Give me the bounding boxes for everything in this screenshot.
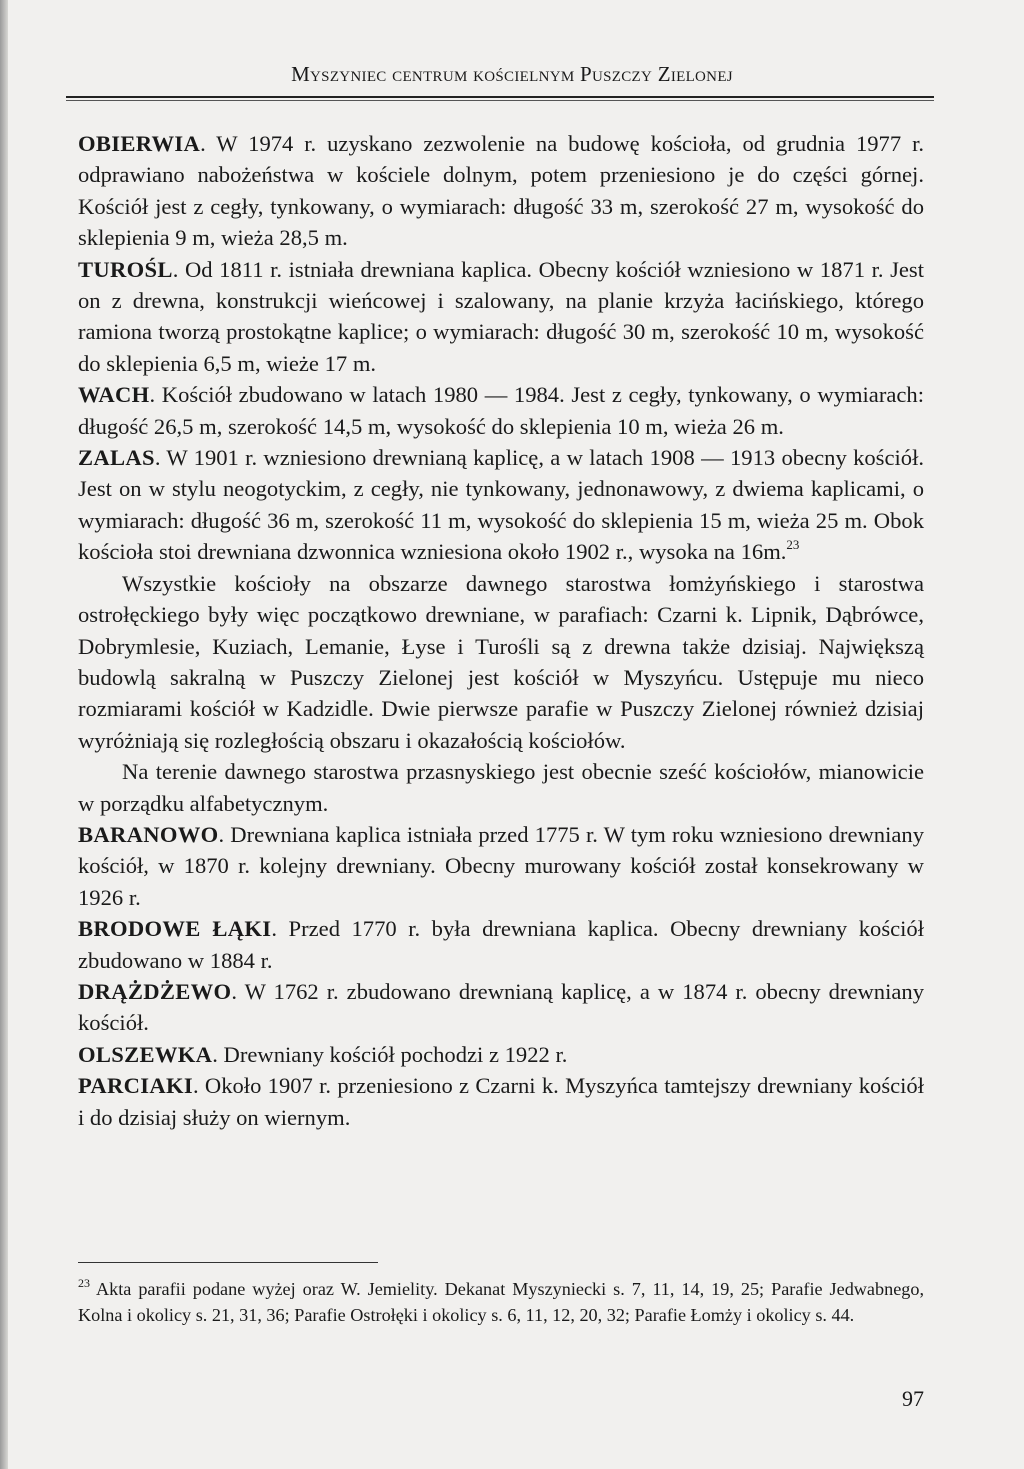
entry-paragraph: [78, 1039, 924, 1070]
footnote-separator: [78, 1262, 378, 1263]
page-edge: [0, 0, 8, 1469]
entry-heading: PARCIAKI: [78, 1073, 193, 1099]
entry-heading: WACH: [78, 382, 150, 408]
footnote-ref: 23: [786, 537, 800, 553]
footnote: [78, 1276, 924, 1328]
header-rule-thin: [66, 100, 934, 101]
footnote-text: Akta parafii podane wyżej oraz W. Jemielity. Dekanat Myszyniecki s. 7, 11, 14, 19, 25; Parafie Jedwabnego, Kolna i okolicy s. 21, 31, 36; Parafie Ostrołęki i okolicy s. 6, 11, 12, 20, 32; Parafie Łomży i okolicy s. 44.: [78, 1279, 925, 1325]
entry-heading: OBIERWIA: [78, 131, 201, 156]
entry-paragraph: [78, 1070, 924, 1133]
paragraph: [78, 568, 924, 756]
running-head: Myszyniec centrum kościelnym Puszczy Zielonej: [291, 62, 733, 86]
entry-heading: ZALAS: [78, 445, 155, 471]
entry-heading: DRĄŻDŻEWO: [78, 978, 232, 1004]
paragraph-text: . Przed 1770 r. była drewniana kaplica. Obecny drewniany kościół zbudowano w 1884 r.: [78, 916, 924, 973]
footnote-number: 23: [78, 1276, 90, 1290]
entry-paragraph: [78, 442, 924, 568]
entry-heading: BARANOWO: [78, 821, 219, 847]
paragraph-text: . W 1762 r. zbudowano drewnianą kaplicę, a w 1874 r. obecny drewniany kościół.: [78, 978, 924, 1036]
paragraph-text: . Od 1811 r. istniała drewniana kaplica. Obecny kościół wzniesiono w 1871 r. Jest on z drewna, konstrukcji wieńcowej i szalowany, na planie krzyża łacińskiego, którego ramiona tworzą prostokątne kaplice; o wymiarach: długość 30 m, szerokość 10 m, wysokość do sklepienia 6,5 m, wieże 17 m.: [78, 256, 924, 376]
paragraph-text: . Drewniany kościół pochodzi z 1922 r.: [212, 1041, 568, 1067]
entry-heading: TUROŚL: [78, 256, 173, 282]
paragraph: [78, 756, 924, 819]
entry-paragraph: [78, 254, 924, 380]
entry-paragraph: [78, 913, 924, 976]
page-number: 97: [902, 1386, 924, 1411]
paragraph-text: . Drewniana kaplica istniała przed 1775 r. W tym roku wzniesiono drewniany kościół, w 1870 r. kolejny drewniany. Obecny murowany kościół został konsekrowany w 1926 r.: [78, 821, 924, 910]
entry-heading: OLSZEWKA: [78, 1041, 213, 1067]
paragraph-text: Wszystkie kościoły na obszarze dawnego starostwa łomżyńskiego i starostwa ostrołęckiego były więc początkowo drewniane, w parafiach: Czarni k. Lipnik, Dąbrówce, Dobrymlesie, Kuziach, Lemanie, Łyse i Turośli są z drewna także dzisiaj. Największą budowlą sakralną w Puszczy Zielonej jest kościół w Myszyńcu. Ustępuje mu nieco rozmiarami kościół w Kadzidle. Dwie pierwsze parafie w Puszczy Zielonej również dzisiaj wyróżniają się rozległością obszaru i okazałością kościołów.: [78, 570, 924, 753]
body-text: [78, 128, 924, 1133]
paragraph-text: . W 1901 r. wzniesiono drewnianą kaplicę, a w latach 1908 — 1913 obecny kościół. Jest on w stylu neogotyckim, z cegły, nie tynkowany, jednonawowy, z dwiema kaplicami, o wymiarach: długość 36 m, szerokość 11 m, wysokość do sklepienia 15 m, wieża 25 m. Obok kościoła stoi drewniana dzwonnica wzniesiona około 1902 r., wysoka na 16m.: [78, 445, 924, 565]
paragraph-text: Na terenie dawnego starostwa przasnyskiego jest obecnie sześć kościołów, mianowicie w porządku alfabetycznym.: [78, 759, 924, 816]
paragraph-text: . Około 1907 r. przeniesiono z Czarni k. Myszyńca tamtejszy drewniany kościół i do dzisiaj służy on wiernym.: [78, 1073, 924, 1130]
entry-paragraph: [78, 128, 924, 254]
entry-paragraph: [78, 379, 924, 442]
header-rule: [66, 96, 934, 98]
entry-paragraph: [78, 819, 924, 913]
paragraph-text: . Kościół zbudowano w latach 1980 — 1984. Jest z cegły, tynkowany, o wymiarach: długość 26,5 m, szerokość 14,5 m, wysokość do sklepienia 10 m, wieża 26 m.: [78, 382, 924, 439]
paragraph-text: . W 1974 r. uzyskano zezwolenie na budowę kościoła, od grudnia 1977 r. odprawiano nabożeństwa w kościele dolnym, potem przeniesiono je do części górnej. Kościół jest z cegły, tynkowany, o wymiarach: długość 33 m, szerokość 27 m, wysokość do sklepienia 9 m, wieża 28,5 m.: [78, 131, 924, 251]
entry-paragraph: [78, 976, 924, 1039]
entry-heading: BRODOWE ŁĄKI: [78, 916, 272, 942]
